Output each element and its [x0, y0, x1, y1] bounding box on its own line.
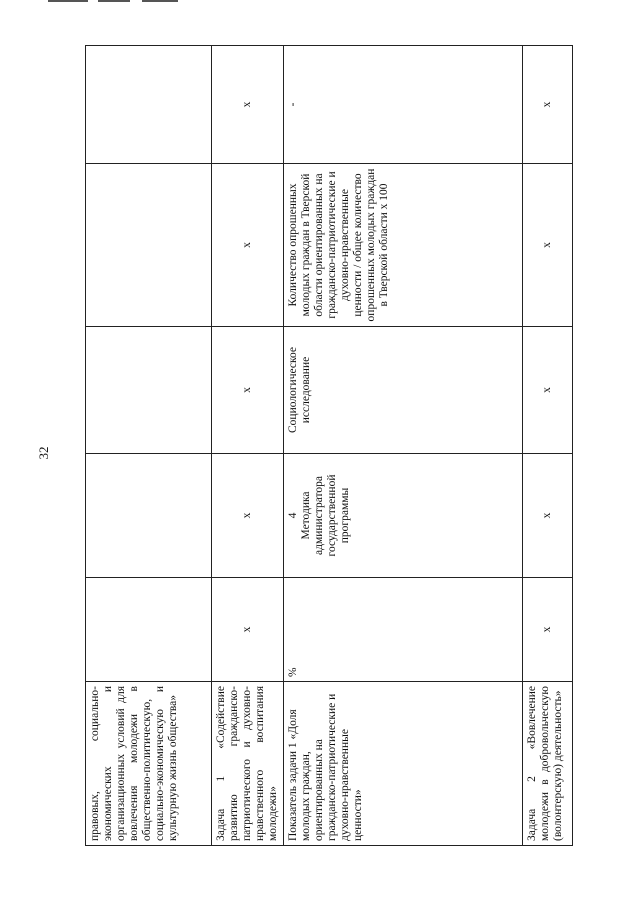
value-cell: [284, 454, 523, 578]
table-row: [523, 46, 573, 846]
value-note: Методика администратора государственной программы: [300, 474, 351, 557]
scan-artifact: [48, 0, 88, 2]
formula-cell: х: [212, 164, 284, 327]
unit-cell: [86, 578, 212, 682]
scan-artifact: [98, 0, 130, 2]
indicator-table: [85, 45, 573, 846]
unit-cell: %: [284, 578, 523, 682]
unit-cell: х: [523, 578, 573, 682]
last-cell: х: [212, 46, 284, 164]
task-cell: Задача 2 «Вовлечение молодежи в добровольческую (волонтерскую) деятельность»: [523, 682, 573, 846]
value-cell: [86, 454, 212, 578]
task-cell: Задача 1 «Содействие развитию гражданско-патриотического и духовно-нравственного воспитания молодежи»: [212, 682, 284, 846]
formula-cell: х: [523, 164, 573, 327]
rotated-table-container: [85, 46, 570, 846]
formula-cell: [86, 164, 212, 327]
value-cell: х: [212, 454, 284, 578]
table-row: [212, 46, 284, 846]
page-number: 32: [36, 446, 51, 460]
method-cell: х: [523, 327, 573, 454]
method-cell: Социологическое исследование: [284, 327, 523, 454]
last-cell: х: [523, 46, 573, 164]
method-cell: [86, 327, 212, 454]
unit-cell: х: [212, 578, 284, 682]
value-number: 4: [287, 512, 299, 519]
table-row: [284, 46, 523, 846]
task-cell: Показатель задачи 1 «Доля молодых граждан, ориентированных на гражданско-патриотические и духовно-нравственные ценности»: [284, 682, 523, 846]
task-cell: правовых, социально-экономических и организационных условий для вовлечения молодежи в общественно-политическую, социально-экономическую и культурную жизнь общества»: [86, 682, 212, 846]
table-row: [86, 46, 212, 846]
last-cell: [86, 46, 212, 164]
formula-cell: Количество опрошенных молодых граждан в Тверской области ориентированных на гражданско-патриотические и духовно-нравственные ценности / общее количество опрошенных молодых граждан в Тверской области х 100: [284, 164, 523, 327]
scan-artifact: [142, 0, 178, 2]
method-cell: х: [212, 327, 284, 454]
value-cell: х: [523, 454, 573, 578]
last-cell: -: [284, 46, 523, 164]
